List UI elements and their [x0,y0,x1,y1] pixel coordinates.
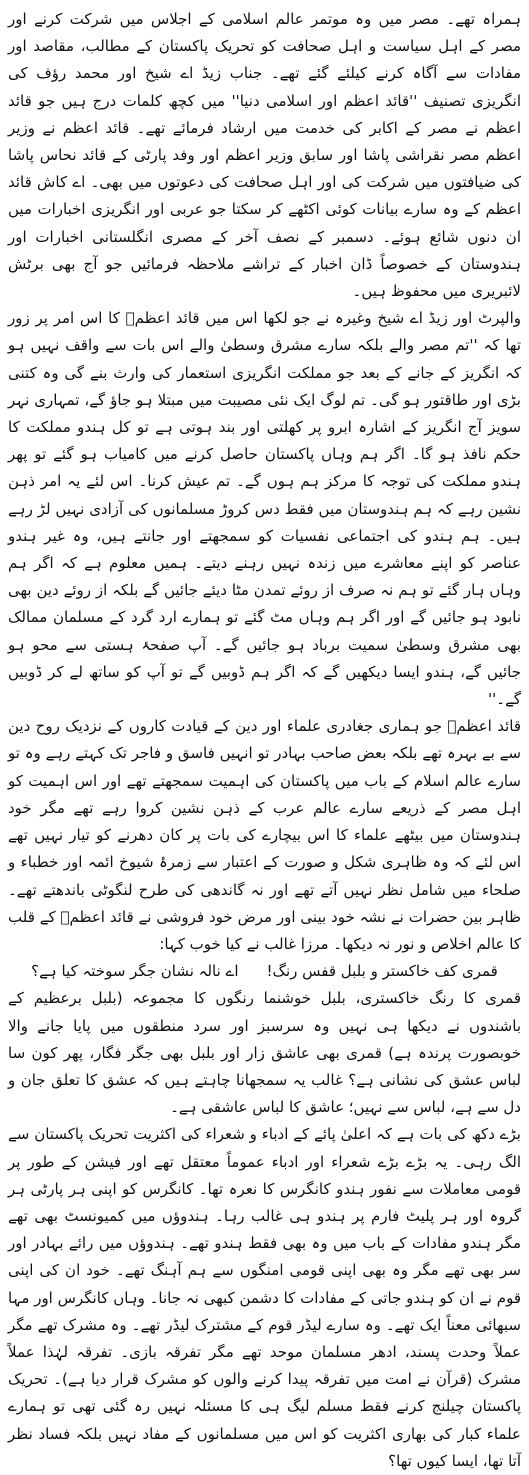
paragraph-1: ہمراہ تھے۔ مصر میں وہ موتمر عالم اسلامی کے اجلاس میں شرکت کرنے اور مصر کے اہل سیاست و اہل صحافت کو تحریک پاکستان کے مطالب، مقاصد اور مفادات سے آگاہ کرنے کیلئے گئے تھے۔ جناب زیڈ اے شیخ اور محمد رؤف کی انگریزی تصنیف ''قائد اعظم اور اسلامی دنیا'' میں کچھ کلمات درج ہیں جو قائد اعظم نے مصر کے اکابر کی خدمت میں ارشاد فرمائے تھے۔ قائد اعظم نے وزیر اعظم مصر نقراشی پاشا اور سابق وزیر اعظم اور وفد پارٹی کے قائد نحاس پاشا کی ضیافتوں میں شرکت کی اور اہل صحافت کی دعوتوں میں بھی۔ اے کاش قائد اعظم کے وہ سارے بیانات کوئی اکٹھے کر سکتا جو عربی اور انگریزی اخبارات میں ان دنوں شائع ہوئے۔ دسمبر کے نصف آخر کے مصری انگلستانی اخبارات اور ہندوستان کے خصوصاً ڈان اخبار کے تراشے ملاحظہ فرمائیں جو آج بھی برٹش لائبریری میں محفوظ ہیں۔ [8,10,521,301]
verse-line-2: اے نالہ نشان جگر سوختہ کیا ہے؟ [31,962,239,981]
paragraph-4: قمری کا رنگ خاکستری، بلبل خوشنما رنگوں کا مجموعہ (بلبل برعظیم کے باشندوں نے دیکھا ہی نہیں وہ سرسبز اور سرد منطقوں میں پایا جانے والا خوبصورت پرندہ ہے) قمری بھی عاشق زار اور بلبل بھی جگر فگار، پھر کون سا لباس عشق کی نشانی ہے؟ غالب یہ سمجھانا چاہتے ہیں کہ عشق کا تعلق جان و دل سے ہے، لباس سے نہیں؛ عاشق کا لباس عاشقی ہے۔ [8,989,521,1117]
paragraph-5: بڑے دکھ کی بات ہے کہ اعلیٰ پائے کے ادباء و شعراء کی اکثریت تحریک پاکستان سے الگ رہی۔ یہ بڑے بڑے شعراء اور ادباء عموماً معتقل تھے اور فیشن کے طور پر قومی معاملات سے نفور ہندو کانگرس کا نعرہ تھا۔ کانگرس کو اپنی ہر پارٹی ہر گروہ اور ہر پلیٹ فارم پر ہندو ہی غالب رہا۔ ہندوؤں میں کمیونسٹ بھی تھے مگر ہندو مفادات کے باب میں وہ بھی فقط ہندو تھے۔ ہندوؤں میں رائے بہادر اور سر بھی تھے مگر وہ بھی اپنی قومی امنگوں سے ہم آہنگ تھے۔ خود ان کی اپنی قوم نے ان کو ہندو جاتی کے مفادات کا دشمن کبھی نہ جانا۔ وہاں کانگرس اور مہا سبھائی معناً ایک تھے۔ وہ سارے لیڈر قوم کے مشترک لیڈر تھے۔ وہ مشرک تھے مگر عملاً وحدت پسند، ادھر مسلمان موحد تھے مگر تفرقہ بازی۔ تفرقہ لہٰذا عملاً مشرک (قرآن نے امت میں تفرقہ پیدا کرنے والوں کو مشرک قرار دیا ہے)۔ تحریک پاکستان چیلنج کرنے فقط مسلم لیگ ہی کا مسئلہ نہیں رہ گئی تھی تو ہمارے علماء کبار کی بھاری اکثریت کو اس میں مسلمانوں کے مفاد نہیں بلکہ فساد نظر آتا تھا، ایسا کیوں تھا؟ [8,1125,521,1470]
paragraph-2: والپرٹ اور زیڈ اے شیخ وغیرہ نے جو لکھا اس میں قائد اعظمؒ کا اس امر پر زور تھا کہ ''تم مصر والے بلکہ سارے مشرق وسطیٰ والے اس بات سے واقف نہیں ہو کہ انگریز کے جانے کے بعد جو مملکت انگریزی استعمار کی وارث بنے گی وہ کتنی بڑی اور طاقتور ہو گی۔ تم لوگ ایک نئی مصیبت میں مبتلا ہو جاؤ گے، تمہاری نہر سویز آج انگریز کے اشارہ ابرو پر کھلتی اور بند ہوتی ہے تو کل ہندو مملکت کا حکم نافذ ہو گا۔ اگر ہم وہاں پاکستان حاصل کرنے میں کامیاب ہو گئے تو پھر ہندو مملکت کی توجہ کا مرکز ہم ہوں گے۔ تم عیش کرنا۔ اس لئے یہ امر ذہن نشین رہے کہ ہم ہندوستان میں فقط دس کروڑ مسلمانوں کی آزادی نہیں لڑ رہے ہیں۔ ہم ہندو کی اجتماعی نفسیات کو سمجھتے اور جانتے ہیں، وہ غیر ہندو عناصر کو اپنے معاشرے میں زندہ نہیں رہنے دیتے۔ ہمیں معلوم ہے کہ اگر ہم وہاں ہار گئے تو ہم نہ صرف از روئے تمدن مٹا دیئے جائیں گے بلکہ از روئے دین بھی نابود ہو جائیں گے اور اگر ہم وہاں مٹ گئے تو ہمارے ارد گرد کے مسلمان ممالک بھی مشرق وسطیٰ سمیت برباد ہو جائیں گے۔ آپ صفحۂ ہستی سے محو ہو جائیں گے، ہندو ایسا دیکھیں گے کہ اگر ہم ڈوبیں گے تو آپ کو ساتھ لے کر ڈوبیں گے۔'' [8,309,521,709]
verse-couplet [8,958,521,985]
paragraph-3: قائد اعظمؒ جو ہماری جغادری علماء اور دین کے قیادت کاروں کے نزدیک روح دین سے بے بہرہ تھے بلکہ بعض صاحب بہادر تو انہیں فاسق و فاجر تک کہتے رہے وہ تو سارے عالم اسلام کے باب میں پاکستان کی اہمیت سمجھتے تھے اور اس اہمیت کو اہل مصر کے ذریعے سارے عالم عرب کے ذہن نشین کروا رہے تھے مگر خود ہندوستان میں بیٹھے علماء کا اس بیچارے کی بات پر کان دھرنے کو تیار نہیں تھے اس لئے کہ وہ ظاہری شکل و صورت کے اعتبار سے زمرۂ شیوخ ائمہ اور خطباء و صلحاء میں شامل نظر نہیں آتے تھے اور نہ گاندھی کی طرح لنگوٹی باندھتے تھے۔ ظاہر بین حضرات نے نشہ خود بینی اور مرض خود فروشی نے قائد اعظمؒ کے قلب کا عالم اخلاص و نور نہ دیکھا۔ مرزا غالب نے کیا خوب کہا: [8,717,521,953]
verse-line-1: قمری کف خاکستر و بلبل قفس رنگ! [266,962,498,981]
